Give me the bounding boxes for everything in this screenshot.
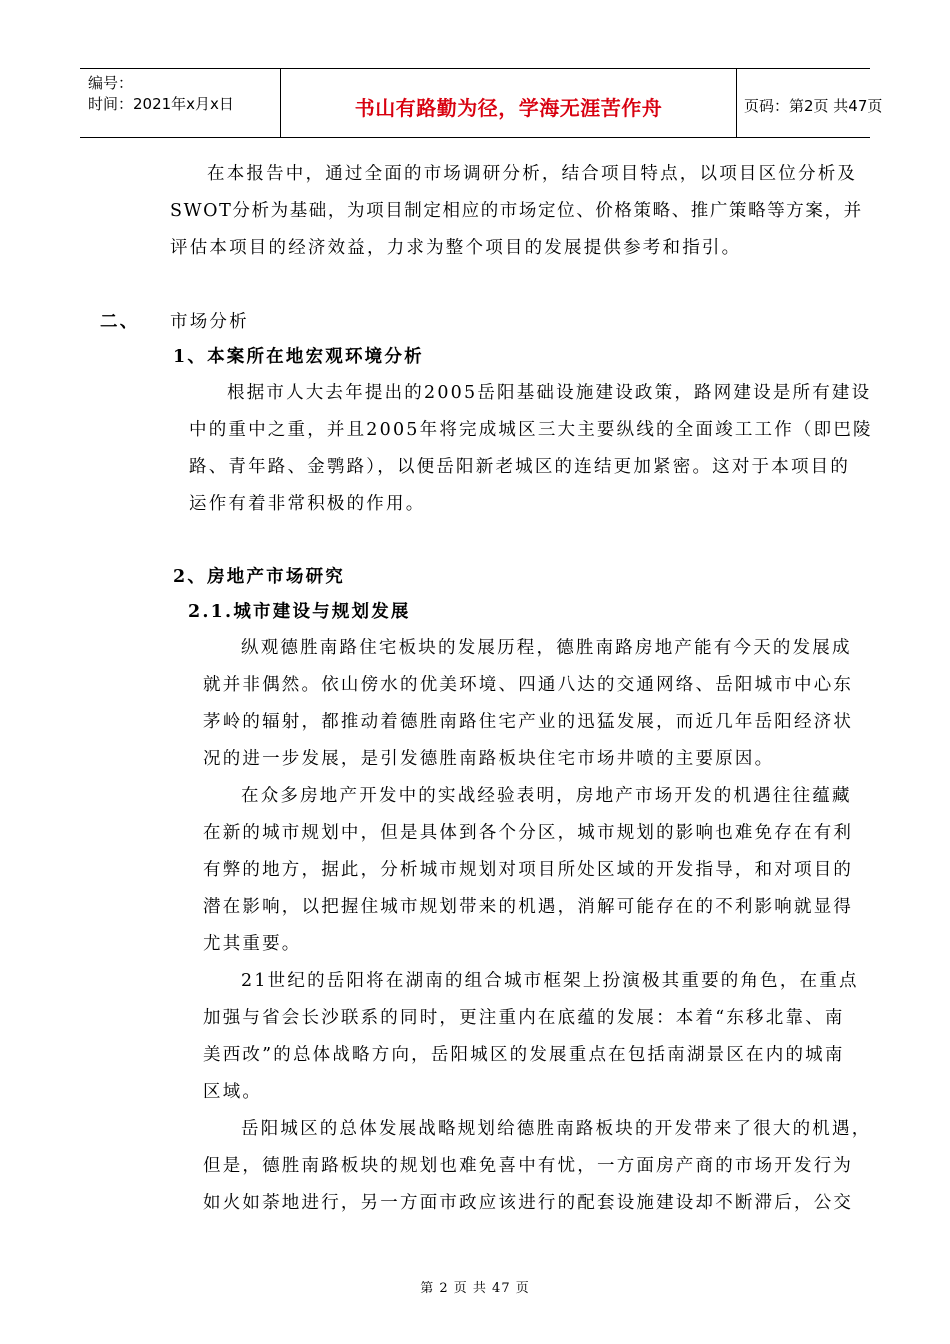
paragraph-line: 在新的城市规划中，但是具体到各个分区，城市规划的影响也难免存在有利 [203, 823, 854, 843]
paragraph-line: 运作有着非常积极的作用。 [189, 494, 426, 514]
page-footer: 第 2 页 共 47 页 [420, 1281, 530, 1296]
page-header [80, 68, 883, 138]
paragraph-line: 根据市人大去年提出的2005岳阳基础设施建设政策，路网建设是所有建设 [227, 383, 872, 403]
subsection-title: 1、本案所在地宏观环境分析 [173, 347, 424, 367]
paragraph-line: 但是，德胜南路板块的规划也难免喜中有忧，一方面房产商的市场开发行为 [203, 1156, 854, 1176]
section-number: 二、 [100, 312, 140, 332]
paragraph-line: 路、青年路、金鹗路），以便岳阳新老城区的连结更加紧密。这对于本项目的 [189, 457, 851, 477]
motto-text: 书山有路勤为径，学海无涯苦作舟 [354, 96, 663, 120]
intro-line: 评估本项目的经济效益，力求为整个项目的发展提供参考和指引。 [170, 238, 742, 258]
section-title: 市场分析 [170, 312, 249, 332]
paragraph-line: 中的重中之重，并且2005年将完成城区三大主要纵线的全面竣工工作（即巴陵 [189, 420, 873, 440]
serial-number-label: 编号： [88, 74, 134, 92]
header-motto-cell [280, 69, 737, 137]
subsection-title: 2.1.城市建设与规划发展 [188, 602, 411, 622]
paragraph-line: 如火如荼地进行，另一方面市政应该进行的配套设施建设却不断滞后，公交 [203, 1193, 854, 1213]
date-label: 时间：2021年x月x日 [88, 95, 234, 113]
paragraph-line: 在众多房地产开发中的实战经验表明，房地产市场开发的机遇往往蕴藏 [241, 786, 852, 806]
paragraph-line: 就并非偶然。依山傍水的优美环境、四通八达的交通网络、岳阳城市中心东 [203, 675, 854, 695]
header-meta-cell [80, 69, 280, 137]
paragraph-line: 岳阳城区的总体发展战略规划给德胜南路板块的开发带来了很大的机遇， [241, 1119, 872, 1139]
paragraph-line: 况的进一步发展，是引发德胜南路板块住宅市场井喷的主要原因。 [203, 749, 775, 769]
paragraph-line: 纵观德胜南路住宅板块的发展历程，德胜南路房地产能有今天的发展成 [241, 638, 852, 658]
page-info: 页码：第2页 共47页 [744, 97, 883, 115]
paragraph-line: 21世纪的岳阳将在湖南的组合城市框架上扮演极其重要的角色，在重点 [241, 971, 859, 991]
intro-line: 在本报告中，通过全面的市场调研分析，结合项目特点，以项目区位分析及 [207, 164, 858, 184]
paragraph-line: 区域。 [203, 1082, 263, 1102]
intro-line: SWOT分析为基础，为项目制定相应的市场定位、价格策略、推广策略等方案，并 [170, 201, 863, 221]
subsection-title: 2、房地产市场研究 [173, 567, 345, 587]
paragraph-line: 茅岭的辐射，都推动着德胜南路住宅产业的迅猛发展，而近几年岳阳经济状 [203, 712, 854, 732]
paragraph-line: 潜在影响，以把握住城市规划带来的机遇，消解可能存在的不利影响就显得 [203, 897, 854, 917]
paragraph-line: 尤其重要。 [203, 934, 302, 954]
paragraph-line: 美西改”的总体战略方向，岳阳城区的发展重点在包括南湖景区在内的城南 [203, 1045, 845, 1065]
paragraph-line: 加强与省会长沙联系的同时，更注重内在底蕴的发展：本着“东移北靠、南 [203, 1008, 845, 1028]
header-page-cell [736, 69, 883, 137]
paragraph-line: 有弊的地方，据此，分析城市规划对项目所处区域的开发指导，和对项目的 [203, 860, 854, 880]
